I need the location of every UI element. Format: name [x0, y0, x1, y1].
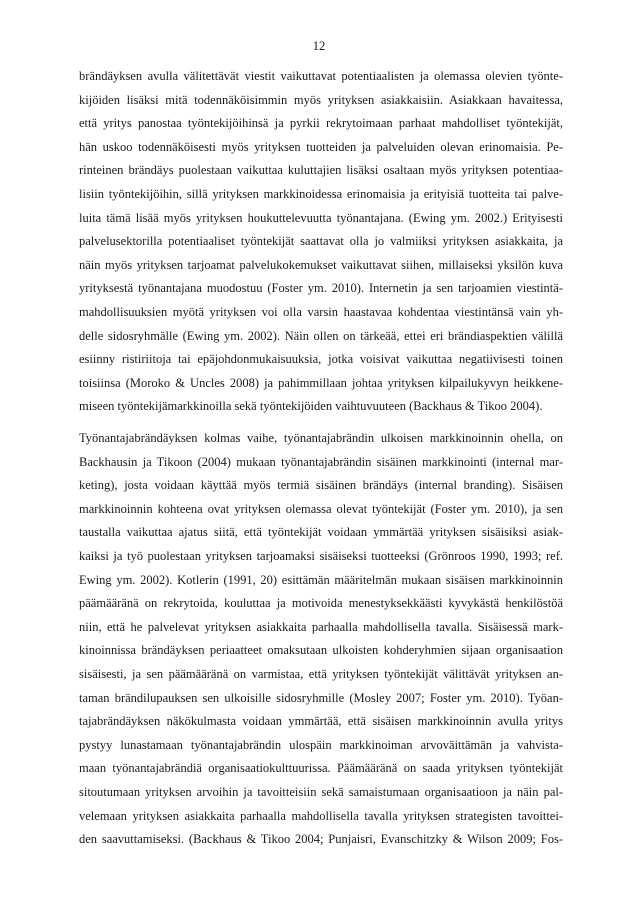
text-line: miseen työntekijämarkkinoilla sekä työntekijöiden vaihtuvuuteen (Backhaus & Tikoo 2004). [79, 399, 543, 414]
text-line: toisiinsa (Moroko & Uncles 2008) ja pahimmillaan johtaa yrityksen kilpailukyvyn heikkene- [79, 375, 563, 390]
text-line: näin myös yrityksen tarjoamat palvelukokemukset vaikuttavat siihen, millaiseksi yksilön kuva [79, 257, 563, 272]
text-line: taman brändilupauksen sen ulkoisille sidosryhmille (Mosley 2007; Foster ym. 2010). Työan- [79, 690, 563, 705]
text-line: palvelusektorilla potentiaaliset työntekijät saattavat olla jo valmiiksi yrityksen asiakkaita, ja [79, 234, 563, 249]
text-line: velemaan yrityksen asiakkaita parhaalla mahdollisella tavalla yrityksen strategisten tavoittei- [79, 808, 563, 823]
text-line: brändäyksen avulla välitettävät viestit vaikuttavat potentiaalisten ja olemassa olevien työnte- [79, 69, 563, 83]
text-line: markkinoinnin kohteena ovat yrityksen olemassa olevat työntekijät (Foster ym. 2010), ja sen [79, 501, 563, 516]
text-line: mahdollisuuksien myötä yrityksen voi olla varsin haastavaa kohdentaa viestintänsä vain yh- [79, 304, 563, 319]
text-line: lisiin työntekijöihin, sillä yrityksen markkinoidessa erinomaisia ja erityisiä tuotteita tai palve- [79, 186, 563, 201]
text-line: yrityksestä työnantajana muodostuu (Foster ym. 2010). Internetin ja sen tarjoamien viestintä- [79, 281, 563, 296]
text-line: taustalla vaikuttaa ajatus siitä, että työntekijät voidaan ymmärtää yrityksen sisäisiksi asiak- [79, 525, 563, 540]
text-line: sitoutumaan yrityksen arvoihin ja tavoitteisiin sekä samaistumaan organisaatioon ja näin pal- [79, 784, 563, 799]
text-line: kaiksi ja työ puolestaan yrityksen tarjoamaksi sisäiseksi tuotteeksi (Grönroos 1990, 1993; ref. [79, 548, 563, 563]
text-line: rinteinen brändäys puolestaan vaikuttaa kuluttajien lisäksi osaltaan myös yrityksen potentiaa- [79, 163, 563, 178]
text-line: päämääränä on rekrytoida, kouluttaa ja motivoida menestyksekkäästi kyvykästä henkilöstöä [79, 596, 563, 611]
text-line: Ewing ym. 2002). Kotlerin (1991, 20) esittämän määritelmän mukaan sisäisen markkinoinnin [79, 572, 563, 587]
text-line: den saavuttamiseksi. (Backhaus & Tikoo 2004; Punjaisri, Evanschitzky & Wilson 2009; Fos- [79, 832, 563, 847]
text-line: luita tämä lisää myös yrityksen houkuttelevuutta työnantajana. (Ewing ym. 2002.) Erityisesti [79, 210, 563, 225]
paragraph [79, 65, 563, 419]
text-line: kinoinnissa brändäyksen periaatteet omaksutaan ulkoisten kohderyhmien sijaan organisaation [79, 643, 563, 658]
text-line: keting), josta voidaan käyttää myös termiä sisäinen brändäys (internal branding). Sisäisen [79, 478, 563, 493]
text-line: pystyy lunastamaan työnantajabrändin ulospäin markkinoiman arvoväittämän ja vahvista- [79, 737, 563, 752]
text-line: esiinny ristiriitoja tai epäjohdonmukaisuuksia, jotka voisivat vaikuttaa negatiivisesti toinen [79, 352, 563, 367]
text-line: niin, että he palvelevat yrityksen asiakkaita parhaalla mahdollisella tavalla. Sisäisessä mark- [79, 619, 563, 634]
text-line: hän uskoo todennäköisesti myös yrityksen tuotteiden ja palveluiden olevan erinomaisia. Pe- [79, 139, 563, 154]
text-line: Backhausin ja Tikoon (2004) mukaan työnantajabrändin sisäinen markkinointi (internal mar- [79, 454, 563, 469]
text-line: tajabrändäyksen näkökulmasta voidaan ymmärtää, että sisäisen markkinoinnin avulla yritys [79, 714, 563, 729]
page-number: 12 [312, 39, 326, 53]
text-line: sisäisesti, ja sen päämääränä on varmistaa, että yrityksen työntekijät välittävät yrityksen an- [79, 666, 563, 681]
text-line: Työnantajabrändäyksen kolmas vaihe, työnantajabrändin ulkoisen markkinoinnin ohella, on [79, 431, 563, 445]
text-line: että yritys panostaa työntekijöihinsä ja pyrkii rekrytoimaan parhaat mahdolliset työntekijät, [79, 116, 563, 131]
paragraph [79, 427, 563, 852]
text-line: kijöiden lisäksi mitä todennäköisimmin myös yrityksen asiakkaisiin. Asiakkaan havaitessa, [79, 92, 563, 107]
text-line: delle sidosryhmälle (Ewing ym. 2002). Näin ollen on tärkeää, ettei eri brändiaspektien välillä [79, 328, 563, 343]
text-line: maan työnantajabrändiä organisaatiokulttuurissa. Päämääränä on saada yrityksen työntekijät [79, 761, 563, 776]
